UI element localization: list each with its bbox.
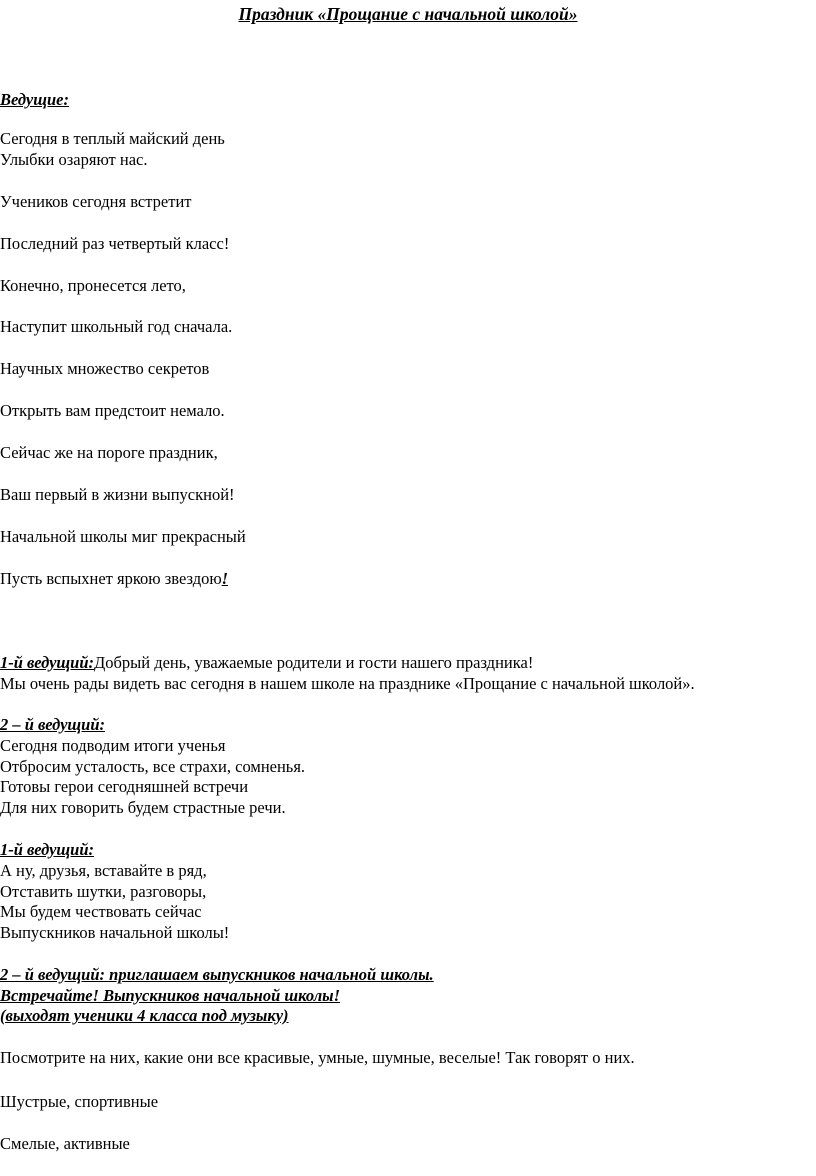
speech-line: Мы будем чествовать сейчас: [0, 902, 202, 921]
speech-text: Добрый день, уважаемые родители и гости нашего праздника!: [94, 653, 534, 672]
poem-exclamation: !: [221, 569, 229, 588]
poem-line: Последний раз четвертый класс!: [0, 234, 230, 253]
stage-direction: 2 – й ведущий: приглашаем выпускников начальной школы.: [0, 965, 434, 984]
poem-line: Научных множество секретов: [0, 359, 210, 378]
closing-line: Шустрые, спортивные: [0, 1092, 159, 1111]
speech-1: [0, 653, 533, 673]
poem-line: Конечно, пронесется лето,: [0, 276, 186, 295]
document-title: Праздник «Прощание с начальной школой»: [238, 4, 578, 24]
speech-line: Готовы герои сегодняшней встречи: [0, 777, 249, 796]
speech-line: А ну, друзья, вставайте в ряд,: [0, 861, 207, 880]
speech-line: Мы очень рады видеть вас сегодня в нашем школе на празднике «Прощание с начальной школой».: [0, 674, 695, 693]
closing-line: Смелые, активные: [0, 1134, 130, 1153]
stage-direction: Встречайте! Выпускников начальной школы!: [0, 986, 341, 1005]
stage-direction: (выходят ученики 4 класса под музыку): [0, 1006, 289, 1025]
speaker-label: 1-й ведущий:: [0, 840, 95, 859]
speech-line: Выпускников начальной школы!: [0, 923, 230, 942]
speaker-label: 2 – й ведущий:: [0, 715, 106, 734]
speech-line: Сегодня подводим итоги ученья: [0, 736, 226, 755]
speaker-label: 1-й ведущий:: [0, 653, 95, 672]
speech-line: Отбросим усталость, все страхи, сомненья.: [0, 757, 306, 776]
speech-line: Отставить шутки, разговоры,: [0, 882, 207, 901]
hosts-heading: Ведущие:: [0, 90, 69, 109]
poem-line: Наступит школьный год сначала.: [0, 317, 233, 336]
poem-line: Сегодня в теплый майский день: [0, 129, 225, 148]
poem-line: [0, 569, 228, 589]
poem-line: Начальной школы миг прекрасный: [0, 527, 246, 546]
poem-line: Открыть вам предстоит немало.: [0, 401, 225, 420]
poem-line: Улыбки озаряют нас.: [0, 150, 148, 169]
poem-line-text: Пусть вспыхнет яркою звездою: [0, 569, 222, 588]
poem-line: Сейчас же на пороге праздник,: [0, 443, 218, 462]
poem-line: Учеников сегодня встретит: [0, 192, 192, 211]
speech-line: Для них говорить будем страстные речи.: [0, 798, 286, 817]
closing-line: Посмотрите на них, какие они все красивые, умные, шумные, веселые! Так говорят о них.: [0, 1048, 635, 1067]
poem-line: Ваш первый в жизни выпускной!: [0, 485, 235, 504]
